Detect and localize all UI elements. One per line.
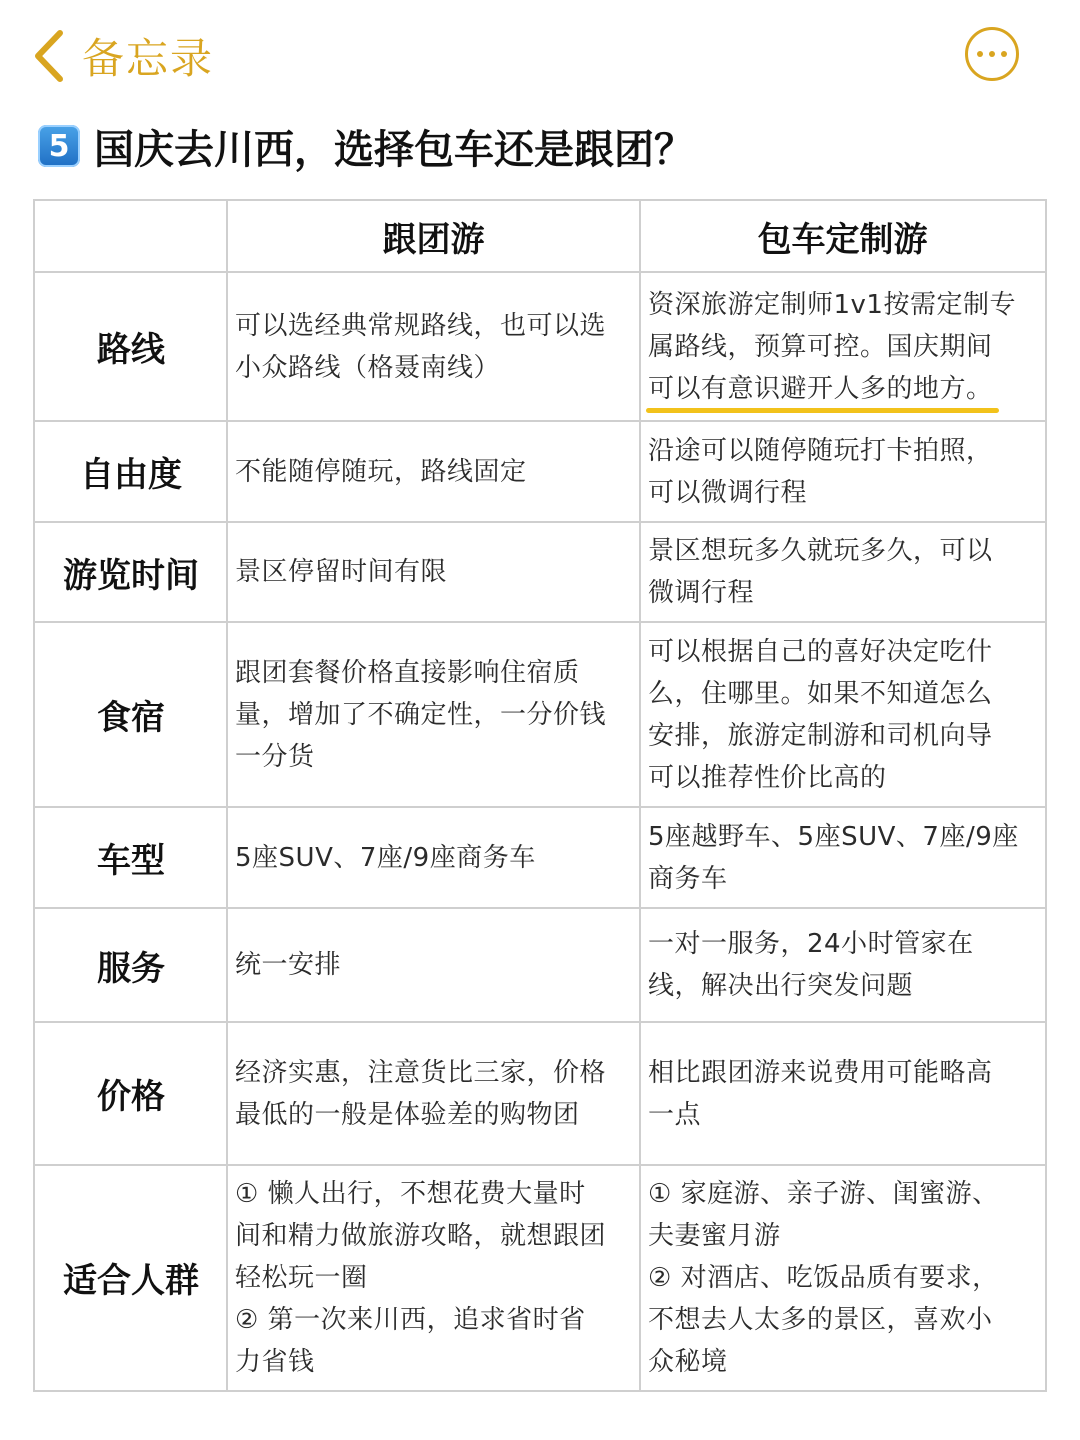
chevron-left-icon xyxy=(30,29,70,83)
cell-line-text: 可以微调行程 xyxy=(648,477,808,508)
group-tour-cell xyxy=(227,1165,640,1390)
cell-text xyxy=(235,837,536,879)
group-tour-cell xyxy=(227,272,640,421)
cell-text xyxy=(235,551,447,593)
cell-line-text: 众秘境 xyxy=(648,1346,728,1377)
cell-text-line xyxy=(235,736,606,778)
group-tour-cell xyxy=(227,421,640,522)
row-header: 路线 xyxy=(97,330,165,370)
cell-text-line xyxy=(235,694,606,736)
back-button[interactable] xyxy=(30,28,214,84)
cell-text xyxy=(235,944,341,986)
cell-line-text: 不想去人太多的景区，喜欢小 xyxy=(648,1304,993,1335)
cell-line-text: ② 对酒店、吃饭品质有要求， xyxy=(648,1262,999,1293)
cell-text-line xyxy=(648,965,974,1007)
cell-text-line xyxy=(235,305,606,347)
cell-line-text: 可以根据自己的喜好决定吃什 xyxy=(648,636,993,667)
custom-tour-cell xyxy=(640,1165,1045,1390)
cell-text-line xyxy=(235,944,341,986)
more-options-button[interactable] xyxy=(965,27,1019,81)
custom-tour-cell xyxy=(640,1022,1045,1165)
cell-text-line xyxy=(648,1215,999,1257)
cell-text-line xyxy=(235,347,606,389)
cell-text xyxy=(235,1052,606,1136)
column-header: 包车定制游 xyxy=(757,220,928,260)
cell-line-text: 线，解决出行突发问题 xyxy=(648,971,914,1001)
group-tour-cell xyxy=(227,807,640,908)
note-title xyxy=(38,118,694,174)
cell-text-line xyxy=(648,715,993,757)
row-header: 服务 xyxy=(97,948,165,989)
cell-line-text: 一点 xyxy=(648,1099,702,1130)
cell-text-line xyxy=(235,1257,606,1299)
cell-line-text: 沿途可以随停随玩打卡拍照， xyxy=(648,435,993,466)
cell-line-text: 商务车 xyxy=(648,863,728,894)
cell-text-line xyxy=(648,1173,999,1215)
cell-text xyxy=(648,923,974,1007)
cell-text xyxy=(648,1173,999,1383)
cell-text xyxy=(648,430,993,514)
cell-text xyxy=(648,530,993,614)
cell-text-line xyxy=(235,1173,606,1215)
column-header: 跟团游 xyxy=(382,220,485,260)
cell-text-line xyxy=(235,652,606,694)
cell-line-text: 量，增加了不确定性，一分价钱 xyxy=(235,699,607,730)
cell-line-text: 5座SUV、7座/9座商务车 xyxy=(235,842,536,873)
more-dot-icon xyxy=(1001,51,1007,57)
cell-text-line xyxy=(648,326,1016,368)
cell-line-text: 不能随停随玩，路线固定 xyxy=(235,456,527,487)
group-tour-cell xyxy=(227,1022,640,1165)
cell-text-line xyxy=(235,837,536,879)
cell-line-text: 统一安排 xyxy=(235,950,342,980)
custom-tour-cell xyxy=(640,522,1045,622)
cell-text-line xyxy=(648,757,993,799)
cell-line-text: ① 家庭游、亲子游、闺蜜游、 xyxy=(648,1178,999,1209)
cell-line-text: 景区想玩多久就玩多久，可以 xyxy=(648,536,993,566)
cell-text-line xyxy=(235,551,447,593)
cell-line-text: 可以选经典常规路线，也可以选 xyxy=(235,310,607,341)
cell-line-text: 可以推荐性价比高的 xyxy=(648,762,887,793)
more-dot-icon xyxy=(977,51,983,57)
row-header: 车型 xyxy=(97,841,165,881)
cell-text xyxy=(648,816,1019,900)
custom-tour-cell xyxy=(640,421,1045,522)
custom-tour-cell xyxy=(640,272,1045,421)
cell-line-text: 5座越野车、5座SUV、7座/9座 xyxy=(648,821,1019,852)
cell-text xyxy=(648,1052,993,1136)
cell-line-text: 最低的一般是体验差的购物团 xyxy=(235,1099,580,1130)
comparison-table xyxy=(33,199,1047,1392)
group-tour-cell xyxy=(227,908,640,1022)
cell-text xyxy=(648,631,993,799)
row-header: 自由度 xyxy=(80,455,182,495)
cell-text-line xyxy=(235,451,527,493)
cell-text-line xyxy=(648,430,993,472)
cell-line-text: 景区停留时间有限 xyxy=(235,557,448,587)
cell-line-text: 力省钱 xyxy=(235,1346,315,1377)
cell-text-line xyxy=(648,472,993,514)
cell-line-text: 经济实惠，注意货比三家，价格 xyxy=(235,1057,607,1088)
cell-text xyxy=(235,305,606,389)
cell-text-line xyxy=(648,673,993,715)
cell-text-line xyxy=(648,816,1019,858)
cell-line-text: 相比跟团游来说费用可能略高 xyxy=(648,1057,993,1088)
cell-text-line xyxy=(648,1257,999,1299)
row-header: 游览时间 xyxy=(63,555,199,596)
cell-text-line xyxy=(648,368,1016,410)
cell-text-line xyxy=(648,631,993,673)
cell-text-line xyxy=(648,1341,999,1383)
cell-line-text: 么，住哪里。如果不知道怎么 xyxy=(648,678,993,709)
cell-text-line xyxy=(235,1341,606,1383)
cell-text-line xyxy=(648,858,1019,900)
cell-line-text: ① 懒人出行，不想花费大量时 xyxy=(235,1178,586,1209)
row-header: 适合人群 xyxy=(63,1261,199,1301)
corner-header-cell xyxy=(35,201,227,272)
row-header: 食宿 xyxy=(97,698,165,738)
cell-line-text: 小众路线（格聂南线） xyxy=(235,352,501,383)
cell-line-text: 安排，旅游定制游和司机向导 xyxy=(648,720,993,751)
row-header: 价格 xyxy=(97,1077,165,1117)
cell-line-text: 一对一服务，24小时管家在 xyxy=(648,929,974,959)
cell-line-text: 夫妻蜜月游 xyxy=(648,1220,781,1251)
back-label: 备忘录 xyxy=(82,34,215,83)
cell-text-line xyxy=(648,572,993,614)
more-dot-icon xyxy=(989,51,995,57)
cell-text-line xyxy=(648,1052,993,1094)
cell-text-line xyxy=(648,923,974,965)
cell-text xyxy=(235,451,527,493)
top-bar xyxy=(0,0,1080,110)
cell-text-line xyxy=(648,530,993,572)
page-title: 国庆去川西，选择包车还是跟团？ xyxy=(94,126,694,173)
group-tour-cell xyxy=(227,622,640,807)
group-tour-cell xyxy=(227,522,640,622)
cell-line-text: 资深旅游定制师1v1按需定制专 xyxy=(648,289,1016,320)
custom-tour-cell xyxy=(640,908,1045,1022)
cell-text-line xyxy=(648,1094,993,1136)
cell-line-text: 微调行程 xyxy=(648,578,755,608)
cell-line-text: 跟团套餐价格直接影响住宿质 xyxy=(235,657,580,688)
cell-text xyxy=(235,652,606,778)
keycap-number-icon: 5 xyxy=(38,125,80,167)
cell-line-text: 可以有意识避开人多的地方。 xyxy=(648,368,993,410)
cell-line-text: 属路线，预算可控。国庆期间 xyxy=(648,331,993,362)
cell-text xyxy=(648,284,1016,410)
cell-line-text: 间和精力做旅游攻略，就想跟团 xyxy=(235,1220,607,1251)
custom-tour-cell xyxy=(640,807,1045,908)
cell-line-text: 轻松玩一圈 xyxy=(235,1262,368,1293)
cell-text xyxy=(235,1173,606,1383)
cell-text-line xyxy=(235,1094,606,1136)
cell-text-line xyxy=(235,1299,606,1341)
cell-line-text: 一分货 xyxy=(235,741,315,772)
cell-text-line xyxy=(648,1299,999,1341)
cell-text-line xyxy=(648,284,1016,326)
custom-tour-cell xyxy=(640,622,1045,807)
cell-text-line xyxy=(235,1215,606,1257)
cell-line-text: ② 第一次来川西，追求省时省 xyxy=(235,1304,586,1335)
cell-text-line xyxy=(235,1052,606,1094)
